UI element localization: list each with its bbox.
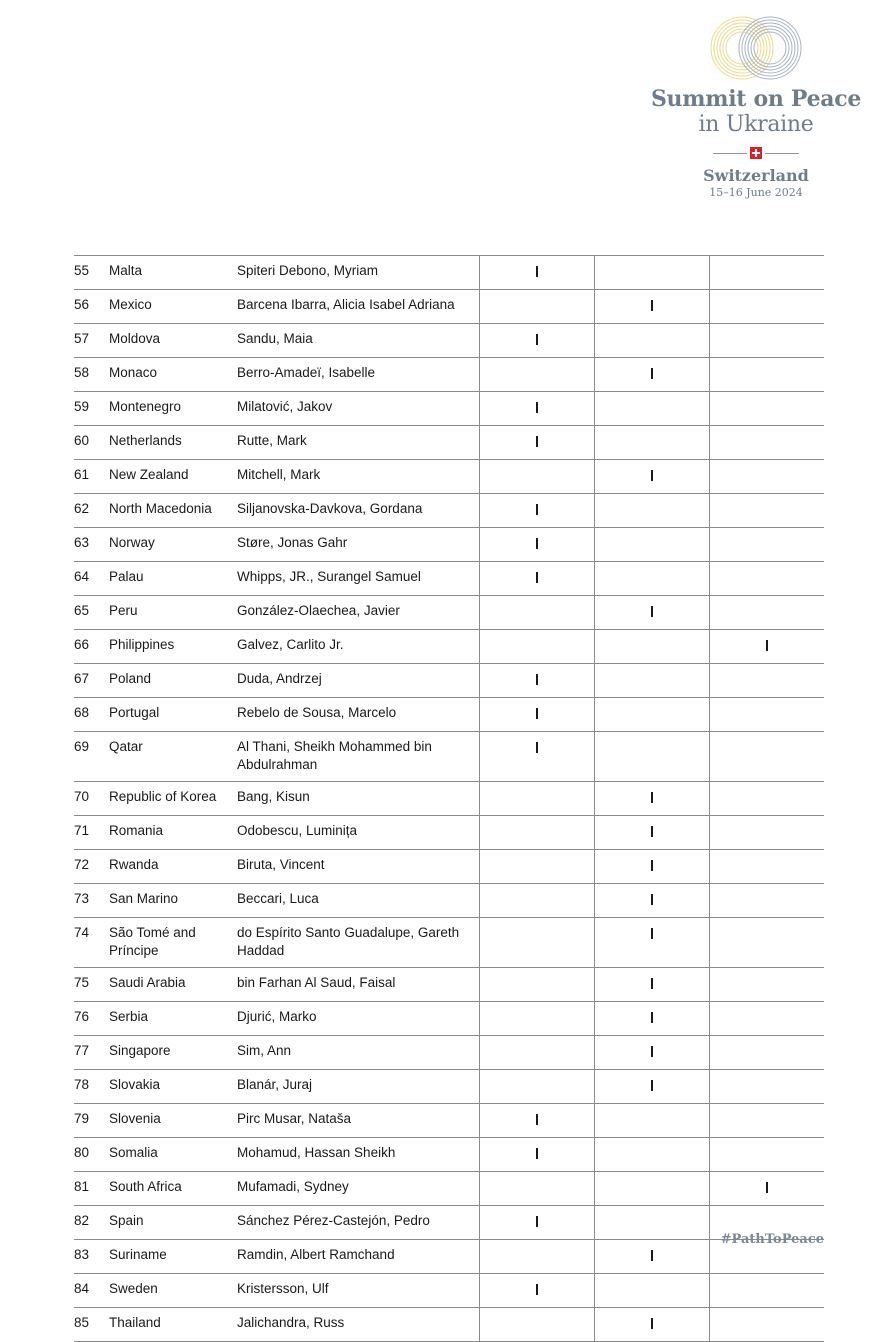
country-name: Thailand: [109, 1308, 237, 1342]
row-number: 59: [74, 392, 109, 426]
mark-column-2: [594, 918, 709, 968]
table-row: [74, 1104, 824, 1138]
mark-bar-icon: [536, 402, 538, 413]
table-row: [74, 1036, 824, 1070]
row-number: 72: [74, 850, 109, 884]
country-name: North Macedonia: [109, 494, 237, 528]
mark-column-1: [479, 1172, 594, 1206]
mark-column-1: [479, 664, 594, 698]
delegate-name: Blanár, Juraj: [237, 1070, 479, 1104]
table-row: [74, 324, 824, 358]
mark-column-3: [709, 256, 824, 290]
delegate-name: Rutte, Mark: [237, 426, 479, 460]
table-row: [74, 1308, 824, 1342]
mark-column-3: [709, 968, 824, 1002]
country-name: Serbia: [109, 1002, 237, 1036]
mark-column-3: [709, 850, 824, 884]
mark-column-3: [709, 1138, 824, 1172]
mark-column-2: [594, 1104, 709, 1138]
delegate-name: Mufamadi, Sydney: [237, 1172, 479, 1206]
country-name: Palau: [109, 562, 237, 596]
event-dates: 15–16 June 2024: [709, 186, 803, 199]
mark-bar-icon: [651, 1046, 653, 1057]
country-name: Qatar: [109, 732, 237, 782]
swiss-flag-icon: [750, 147, 762, 159]
mark-bar-icon: [766, 640, 768, 651]
mark-column-2: [594, 426, 709, 460]
country-name: Slovenia: [109, 1104, 237, 1138]
row-number: 63: [74, 528, 109, 562]
mark-bar-icon: [651, 1318, 653, 1329]
table-row: [74, 1172, 824, 1206]
mark-column-2: [594, 1070, 709, 1104]
row-number: 66: [74, 630, 109, 664]
row-number: 65: [74, 596, 109, 630]
participants-table-body: [74, 256, 824, 1342]
table-row: [74, 392, 824, 426]
table-row: [74, 426, 824, 460]
mark-column-1: [479, 528, 594, 562]
country-name: Monaco: [109, 358, 237, 392]
mark-column-1: [479, 816, 594, 850]
mark-column-2: [594, 968, 709, 1002]
table-row: [74, 494, 824, 528]
table-row: [74, 918, 824, 968]
table-row: [74, 664, 824, 698]
table-row: [74, 630, 824, 664]
row-number: 73: [74, 884, 109, 918]
delegate-name: Kristersson, Ulf: [237, 1274, 479, 1308]
mark-column-3: [709, 630, 824, 664]
mark-column-3: [709, 460, 824, 494]
mark-column-1: [479, 1240, 594, 1274]
mark-column-1: [479, 426, 594, 460]
table-row: [74, 850, 824, 884]
mark-bar-icon: [536, 266, 538, 277]
mark-column-2: [594, 494, 709, 528]
mark-column-3: [709, 290, 824, 324]
mark-column-1: [479, 324, 594, 358]
mark-bar-icon: [536, 572, 538, 583]
delegate-name: do Espírito Santo Guadalupe, Gareth Haddad: [237, 918, 479, 968]
country-name: South Africa: [109, 1172, 237, 1206]
row-number: 61: [74, 460, 109, 494]
mark-column-2: [594, 290, 709, 324]
country-name: Slovakia: [109, 1070, 237, 1104]
table-row: [74, 1274, 824, 1308]
mark-column-3: [709, 596, 824, 630]
delegate-name: Al Thani, Sheikh Mohammed bin Abdulrahman: [237, 732, 479, 782]
country-name: Singapore: [109, 1036, 237, 1070]
table-row: [74, 884, 824, 918]
country-name: Mexico: [109, 290, 237, 324]
table-row: [74, 968, 824, 1002]
country-name: Malta: [109, 256, 237, 290]
mark-bar-icon: [536, 1148, 538, 1159]
summit-title-line1: Summit on Peace: [650, 86, 862, 112]
mark-bar-icon: [536, 708, 538, 719]
row-number: 69: [74, 732, 109, 782]
mark-column-2: [594, 698, 709, 732]
mark-column-2: [594, 1138, 709, 1172]
table-row: [74, 460, 824, 494]
mark-column-1: [479, 698, 594, 732]
row-number: 64: [74, 562, 109, 596]
participants-table: [74, 255, 824, 1342]
mark-column-3: [709, 816, 824, 850]
delegate-name: Mitchell, Mark: [237, 460, 479, 494]
mark-column-2: [594, 1036, 709, 1070]
country-name: Netherlands: [109, 426, 237, 460]
mark-bar-icon: [651, 860, 653, 871]
mark-bar-icon: [766, 1182, 768, 1193]
country-name: Peru: [109, 596, 237, 630]
mark-bar-icon: [536, 436, 538, 447]
mark-column-1: [479, 1104, 594, 1138]
table-row: [74, 698, 824, 732]
mark-column-2: [594, 1240, 709, 1274]
mark-bar-icon: [536, 504, 538, 515]
mark-bar-icon: [651, 300, 653, 311]
mark-column-3: [709, 1070, 824, 1104]
row-number: 62: [74, 494, 109, 528]
table-row: [74, 782, 824, 816]
mark-column-2: [594, 1206, 709, 1240]
mark-column-3: [709, 918, 824, 968]
delegate-name: Barcena Ibarra, Alicia Isabel Adriana: [237, 290, 479, 324]
mark-bar-icon: [651, 928, 653, 939]
mark-column-1: [479, 290, 594, 324]
mark-column-1: [479, 630, 594, 664]
mark-bar-icon: [536, 742, 538, 753]
row-number: 68: [74, 698, 109, 732]
table-row: [74, 1070, 824, 1104]
mark-column-2: [594, 664, 709, 698]
row-number: 58: [74, 358, 109, 392]
delegate-name: Galvez, Carlito Jr.: [237, 630, 479, 664]
country-name: Moldova: [109, 324, 237, 358]
delegate-name: bin Farhan Al Saud, Faisal: [237, 968, 479, 1002]
delegate-name: Ramdin, Albert Ramchand: [237, 1240, 479, 1274]
row-number: 56: [74, 290, 109, 324]
table-row: [74, 290, 824, 324]
mark-column-2: [594, 732, 709, 782]
mark-bar-icon: [651, 978, 653, 989]
interlocking-rings-icon: [706, 14, 806, 82]
country-name: Rwanda: [109, 850, 237, 884]
mark-column-3: [709, 1036, 824, 1070]
mark-bar-icon: [536, 1216, 538, 1227]
mark-column-1: [479, 1206, 594, 1240]
mark-column-1: [479, 1036, 594, 1070]
table-row: [74, 596, 824, 630]
row-number: 79: [74, 1104, 109, 1138]
mark-column-2: [594, 562, 709, 596]
mark-column-2: [594, 392, 709, 426]
table-row: [74, 1206, 824, 1240]
delegate-name: Rebelo de Sousa, Marcelo: [237, 698, 479, 732]
mark-column-3: [709, 782, 824, 816]
delegate-name: Spiteri Debono, Myriam: [237, 256, 479, 290]
row-number: 81: [74, 1172, 109, 1206]
row-number: 82: [74, 1206, 109, 1240]
mark-bar-icon: [651, 792, 653, 803]
country-name: Romania: [109, 816, 237, 850]
mark-column-1: [479, 562, 594, 596]
row-number: 74: [74, 918, 109, 968]
delegate-name: Mohamud, Hassan Sheikh: [237, 1138, 479, 1172]
mark-column-3: [709, 528, 824, 562]
mark-column-3: [709, 1104, 824, 1138]
mark-column-1: [479, 494, 594, 528]
country-name: Suriname: [109, 1240, 237, 1274]
mark-bar-icon: [536, 538, 538, 549]
host-country: Switzerland: [703, 166, 809, 185]
mark-column-3: [709, 358, 824, 392]
delegate-name: Biruta, Vincent: [237, 850, 479, 884]
delegate-name: Duda, Andrzej: [237, 664, 479, 698]
delegate-name: Sánchez Pérez-Castejón, Pedro: [237, 1206, 479, 1240]
mark-column-1: [479, 256, 594, 290]
table-row: [74, 1240, 824, 1274]
flag-divider: [648, 146, 864, 160]
mark-bar-icon: [651, 470, 653, 481]
country-name: San Marino: [109, 884, 237, 918]
row-number: 67: [74, 664, 109, 698]
summit-title-line2: in Ukraine: [698, 112, 814, 137]
row-number: 83: [74, 1240, 109, 1274]
mark-column-2: [594, 596, 709, 630]
row-number: 60: [74, 426, 109, 460]
mark-column-1: [479, 1070, 594, 1104]
mark-bar-icon: [536, 1114, 538, 1125]
mark-column-1: [479, 358, 594, 392]
mark-column-2: [594, 460, 709, 494]
mark-column-1: [479, 1308, 594, 1342]
mark-column-1: [479, 1274, 594, 1308]
delegate-name: Pirc Musar, Nataša: [237, 1104, 479, 1138]
table-row: [74, 732, 824, 782]
mark-column-2: [594, 256, 709, 290]
delegate-name: Sandu, Maia: [237, 324, 479, 358]
mark-column-2: [594, 1308, 709, 1342]
delegate-name: Whipps, JR., Surangel Samuel: [237, 562, 479, 596]
mark-column-3: [709, 664, 824, 698]
mark-column-3: [709, 1172, 824, 1206]
mark-column-3: [709, 1002, 824, 1036]
country-name: Poland: [109, 664, 237, 698]
mark-column-3: [709, 324, 824, 358]
table-row: [74, 1002, 824, 1036]
delegate-name: Siljanovska-Davkova, Gordana: [237, 494, 479, 528]
country-name: Norway: [109, 528, 237, 562]
row-number: 71: [74, 816, 109, 850]
row-number: 55: [74, 256, 109, 290]
delegate-name: Berro-Amadeï, Isabelle: [237, 358, 479, 392]
row-number: 70: [74, 782, 109, 816]
mark-column-3: [709, 494, 824, 528]
mark-column-2: [594, 630, 709, 664]
row-number: 76: [74, 1002, 109, 1036]
country-name: Sweden: [109, 1274, 237, 1308]
mark-column-1: [479, 732, 594, 782]
mark-bar-icon: [651, 1080, 653, 1091]
mark-column-3: [709, 698, 824, 732]
mark-column-2: [594, 850, 709, 884]
mark-column-2: [594, 1172, 709, 1206]
mark-column-2: [594, 816, 709, 850]
mark-column-1: [479, 782, 594, 816]
mark-column-2: [594, 884, 709, 918]
row-number: 78: [74, 1070, 109, 1104]
row-number: 84: [74, 1274, 109, 1308]
mark-column-3: [709, 1274, 824, 1308]
delegate-name: Odobescu, Luminița: [237, 816, 479, 850]
mark-column-1: [479, 884, 594, 918]
country-name: Montenegro: [109, 392, 237, 426]
mark-column-3: [709, 884, 824, 918]
row-number: 77: [74, 1036, 109, 1070]
delegate-name: Djurić, Marko: [237, 1002, 479, 1036]
delegate-name: Jalichandra, Russ: [237, 1308, 479, 1342]
table-row: [74, 816, 824, 850]
mark-bar-icon: [536, 1284, 538, 1295]
table-row: [74, 256, 824, 290]
delegate-name: Støre, Jonas Gahr: [237, 528, 479, 562]
table-row: [74, 358, 824, 392]
hashtag: #PathToPeace: [720, 1232, 824, 1247]
mark-column-2: [594, 1002, 709, 1036]
summit-logo: [648, 14, 864, 200]
mark-column-1: [479, 1138, 594, 1172]
mark-bar-icon: [651, 368, 653, 379]
delegate-name: González-Olaechea, Javier: [237, 596, 479, 630]
mark-column-1: [479, 968, 594, 1002]
mark-bar-icon: [536, 674, 538, 685]
mark-column-3: [709, 426, 824, 460]
mark-bar-icon: [651, 606, 653, 617]
mark-bar-icon: [651, 1250, 653, 1261]
delegate-name: Sim, Ann: [237, 1036, 479, 1070]
mark-column-3: [709, 732, 824, 782]
row-number: 57: [74, 324, 109, 358]
divider-line-left: [713, 153, 747, 154]
country-name: Republic of Korea: [109, 782, 237, 816]
mark-column-3: [709, 562, 824, 596]
country-name: Philippines: [109, 630, 237, 664]
delegate-name: Beccari, Luca: [237, 884, 479, 918]
mark-column-2: [594, 358, 709, 392]
mark-column-3: [709, 1308, 824, 1342]
country-name: Portugal: [109, 698, 237, 732]
mark-bar-icon: [651, 826, 653, 837]
mark-column-3: [709, 392, 824, 426]
delegate-name: Milatović, Jakov: [237, 392, 479, 426]
mark-bar-icon: [651, 894, 653, 905]
row-number: 80: [74, 1138, 109, 1172]
country-name: Spain: [109, 1206, 237, 1240]
mark-column-1: [479, 596, 594, 630]
mark-column-1: [479, 1002, 594, 1036]
mark-bar-icon: [651, 1012, 653, 1023]
table-row: [74, 562, 824, 596]
mark-column-1: [479, 850, 594, 884]
delegate-name: Bang, Kisun: [237, 782, 479, 816]
country-name: São Tomé and Príncipe: [109, 918, 237, 968]
country-name: New Zealand: [109, 460, 237, 494]
mark-column-2: [594, 782, 709, 816]
row-number: 85: [74, 1308, 109, 1342]
mark-bar-icon: [536, 334, 538, 345]
country-name: Saudi Arabia: [109, 968, 237, 1002]
mark-column-2: [594, 1274, 709, 1308]
mark-column-2: [594, 324, 709, 358]
mark-column-1: [479, 460, 594, 494]
table-row: [74, 528, 824, 562]
table-row: [74, 1138, 824, 1172]
mark-column-1: [479, 918, 594, 968]
mark-column-1: [479, 392, 594, 426]
row-number: 75: [74, 968, 109, 1002]
country-name: Somalia: [109, 1138, 237, 1172]
divider-line-right: [765, 153, 799, 154]
mark-column-2: [594, 528, 709, 562]
